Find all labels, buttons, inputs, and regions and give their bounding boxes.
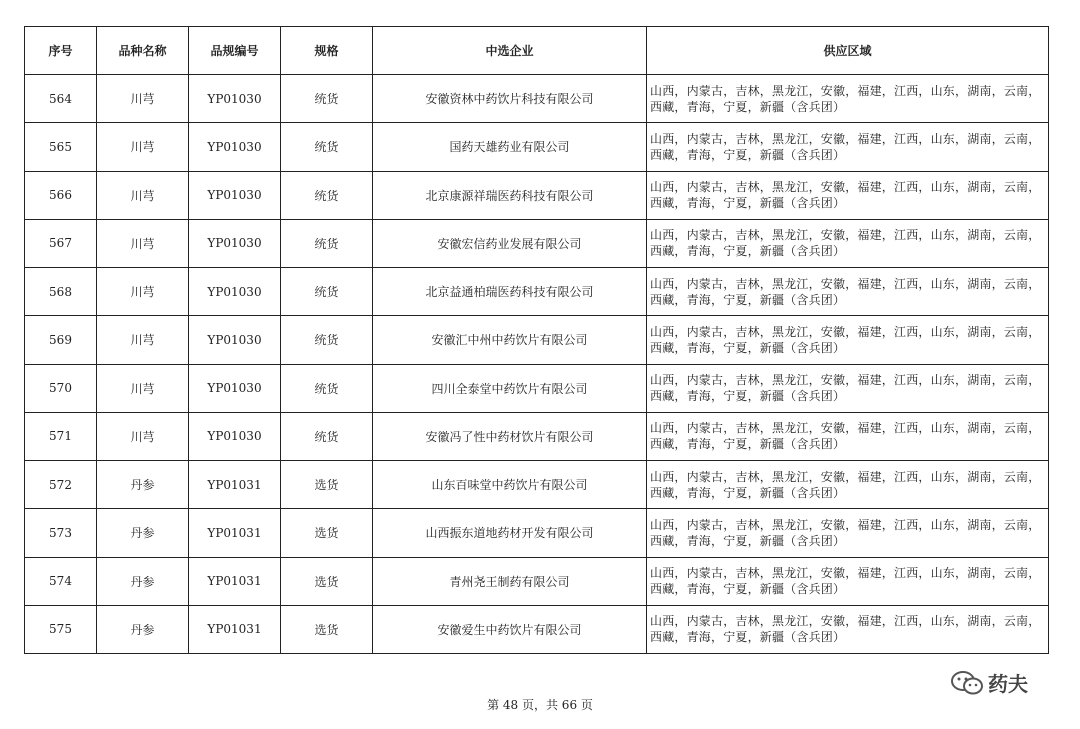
cell-spec: 统货 [281, 412, 373, 460]
cell-spec: 统货 [281, 316, 373, 364]
header-cell-region: 供应区域 [647, 27, 1049, 75]
table-row [25, 557, 1049, 605]
cell-code: YP01030 [189, 123, 281, 171]
cell-region: 山西，内蒙古，吉林，黑龙江，安徽，福建，江西，山东，湖南，云南，西藏，青海，宁夏，新疆（含兵团） [647, 171, 1049, 219]
cell-company: 北京康源祥瑞医药科技有限公司 [373, 171, 647, 219]
cell-spec: 选货 [281, 509, 373, 557]
cell-name: 川芎 [97, 75, 189, 123]
cell-region: 山西，内蒙古，吉林，黑龙江，安徽，福建，江西，山东，湖南，云南，西藏，青海，宁夏，新疆（含兵团） [647, 123, 1049, 171]
header-cell-spec: 规格 [281, 27, 373, 75]
header-cell-code: 品规编号 [189, 27, 281, 75]
table-row [25, 605, 1049, 653]
cell-no: 572 [25, 461, 97, 509]
table-row [25, 75, 1049, 123]
cell-region: 山西，内蒙古，吉林，黑龙江，安徽，福建，江西，山东，湖南，云南，西藏，青海，宁夏，新疆（含兵团） [647, 461, 1049, 509]
cell-company: 山西振东道地药材开发有限公司 [373, 509, 647, 557]
cell-code: YP01031 [189, 509, 281, 557]
cell-name: 川芎 [97, 364, 189, 412]
cell-code: YP01030 [189, 171, 281, 219]
cell-no: 569 [25, 316, 97, 364]
cell-spec: 统货 [281, 75, 373, 123]
cell-name: 丹参 [97, 461, 189, 509]
cell-company: 青州尧王制药有限公司 [373, 557, 647, 605]
cell-spec: 统货 [281, 171, 373, 219]
cell-no: 575 [25, 605, 97, 653]
cell-region: 山西，内蒙古，吉林，黑龙江，安徽，福建，江西，山东，湖南，云南，西藏，青海，宁夏，新疆（含兵团） [647, 364, 1049, 412]
cell-region: 山西，内蒙古，吉林，黑龙江，安徽，福建，江西，山东，湖南，云南，西藏，青海，宁夏，新疆（含兵团） [647, 605, 1049, 653]
cell-no: 567 [25, 219, 97, 267]
table-row [25, 123, 1049, 171]
table-row [25, 364, 1049, 412]
cell-no: 574 [25, 557, 97, 605]
cell-region: 山西，内蒙古，吉林，黑龙江，安徽，福建，江西，山东，湖南，云南，西藏，青海，宁夏，新疆（含兵团） [647, 219, 1049, 267]
cell-company: 安徽爱生中药饮片有限公司 [373, 605, 647, 653]
cell-code: YP01031 [189, 605, 281, 653]
cell-spec: 统货 [281, 364, 373, 412]
cell-company: 安徽冯了性中药材饮片有限公司 [373, 412, 647, 460]
table-row [25, 268, 1049, 316]
cell-company: 山东百味堂中药饮片有限公司 [373, 461, 647, 509]
cell-code: YP01030 [189, 364, 281, 412]
cell-spec: 统货 [281, 219, 373, 267]
cell-region: 山西，内蒙古，吉林，黑龙江，安徽，福建，江西，山东，湖南，云南，西藏，青海，宁夏，新疆（含兵团） [647, 316, 1049, 364]
watermark [950, 668, 1028, 697]
table-row [25, 171, 1049, 219]
cell-code: YP01030 [189, 75, 281, 123]
cell-no: 568 [25, 268, 97, 316]
cell-name: 川芎 [97, 412, 189, 460]
cell-name: 丹参 [97, 605, 189, 653]
cell-region: 山西，内蒙古，吉林，黑龙江，安徽，福建，江西，山东，湖南，云南，西藏，青海，宁夏，新疆（含兵团） [647, 557, 1049, 605]
cell-name: 川芎 [97, 316, 189, 364]
cell-name: 丹参 [97, 557, 189, 605]
cell-code: YP01031 [189, 461, 281, 509]
cell-spec: 选货 [281, 557, 373, 605]
cell-spec: 选货 [281, 461, 373, 509]
cell-region: 山西，内蒙古，吉林，黑龙江，安徽，福建，江西，山东，湖南，云南，西藏，青海，宁夏，新疆（含兵团） [647, 268, 1049, 316]
cell-company: 国药天雄药业有限公司 [373, 123, 647, 171]
cell-code: YP01030 [189, 412, 281, 460]
table-row [25, 461, 1049, 509]
table-row [25, 316, 1049, 364]
page-number: 第 48 页，共 66 页 [487, 698, 593, 712]
cell-code: YP01031 [189, 557, 281, 605]
cell-spec: 统货 [281, 123, 373, 171]
wechat-icon [950, 670, 984, 696]
cell-code: YP01030 [189, 219, 281, 267]
table-row [25, 219, 1049, 267]
cell-region: 山西，内蒙古，吉林，黑龙江，安徽，福建，江西，山东，湖南，云南，西藏，青海，宁夏，新疆（含兵团） [647, 509, 1049, 557]
procurement-table [24, 26, 1049, 654]
cell-region: 山西，内蒙古，吉林，黑龙江，安徽，福建，江西，山东，湖南，云南，西藏，青海，宁夏，新疆（含兵团） [647, 412, 1049, 460]
cell-name: 川芎 [97, 219, 189, 267]
header-cell-name: 品种名称 [97, 27, 189, 75]
cell-no: 571 [25, 412, 97, 460]
header-cell-no: 序号 [25, 27, 97, 75]
watermark-text: 药夫 [988, 672, 1028, 696]
cell-region: 山西，内蒙古，吉林，黑龙江，安徽，福建，江西，山东，湖南，云南，西藏，青海，宁夏，新疆（含兵团） [647, 75, 1049, 123]
cell-name: 丹参 [97, 509, 189, 557]
cell-no: 564 [25, 75, 97, 123]
cell-spec: 选货 [281, 605, 373, 653]
header-row [25, 27, 1049, 75]
cell-company: 北京益通柏瑞医药科技有限公司 [373, 268, 647, 316]
cell-company: 安徽宏信药业发展有限公司 [373, 219, 647, 267]
cell-code: YP01030 [189, 316, 281, 364]
cell-no: 565 [25, 123, 97, 171]
cell-no: 573 [25, 509, 97, 557]
cell-company: 四川全泰堂中药饮片有限公司 [373, 364, 647, 412]
cell-spec: 统货 [281, 268, 373, 316]
cell-name: 川芎 [97, 268, 189, 316]
cell-company: 安徽资林中药饮片科技有限公司 [373, 75, 647, 123]
header-cell-company: 中选企业 [373, 27, 647, 75]
table-row [25, 509, 1049, 557]
cell-name: 川芎 [97, 171, 189, 219]
cell-no: 566 [25, 171, 97, 219]
cell-company: 安徽汇中州中药饮片有限公司 [373, 316, 647, 364]
cell-name: 川芎 [97, 123, 189, 171]
cell-no: 570 [25, 364, 97, 412]
cell-code: YP01030 [189, 268, 281, 316]
table-row [25, 412, 1049, 460]
